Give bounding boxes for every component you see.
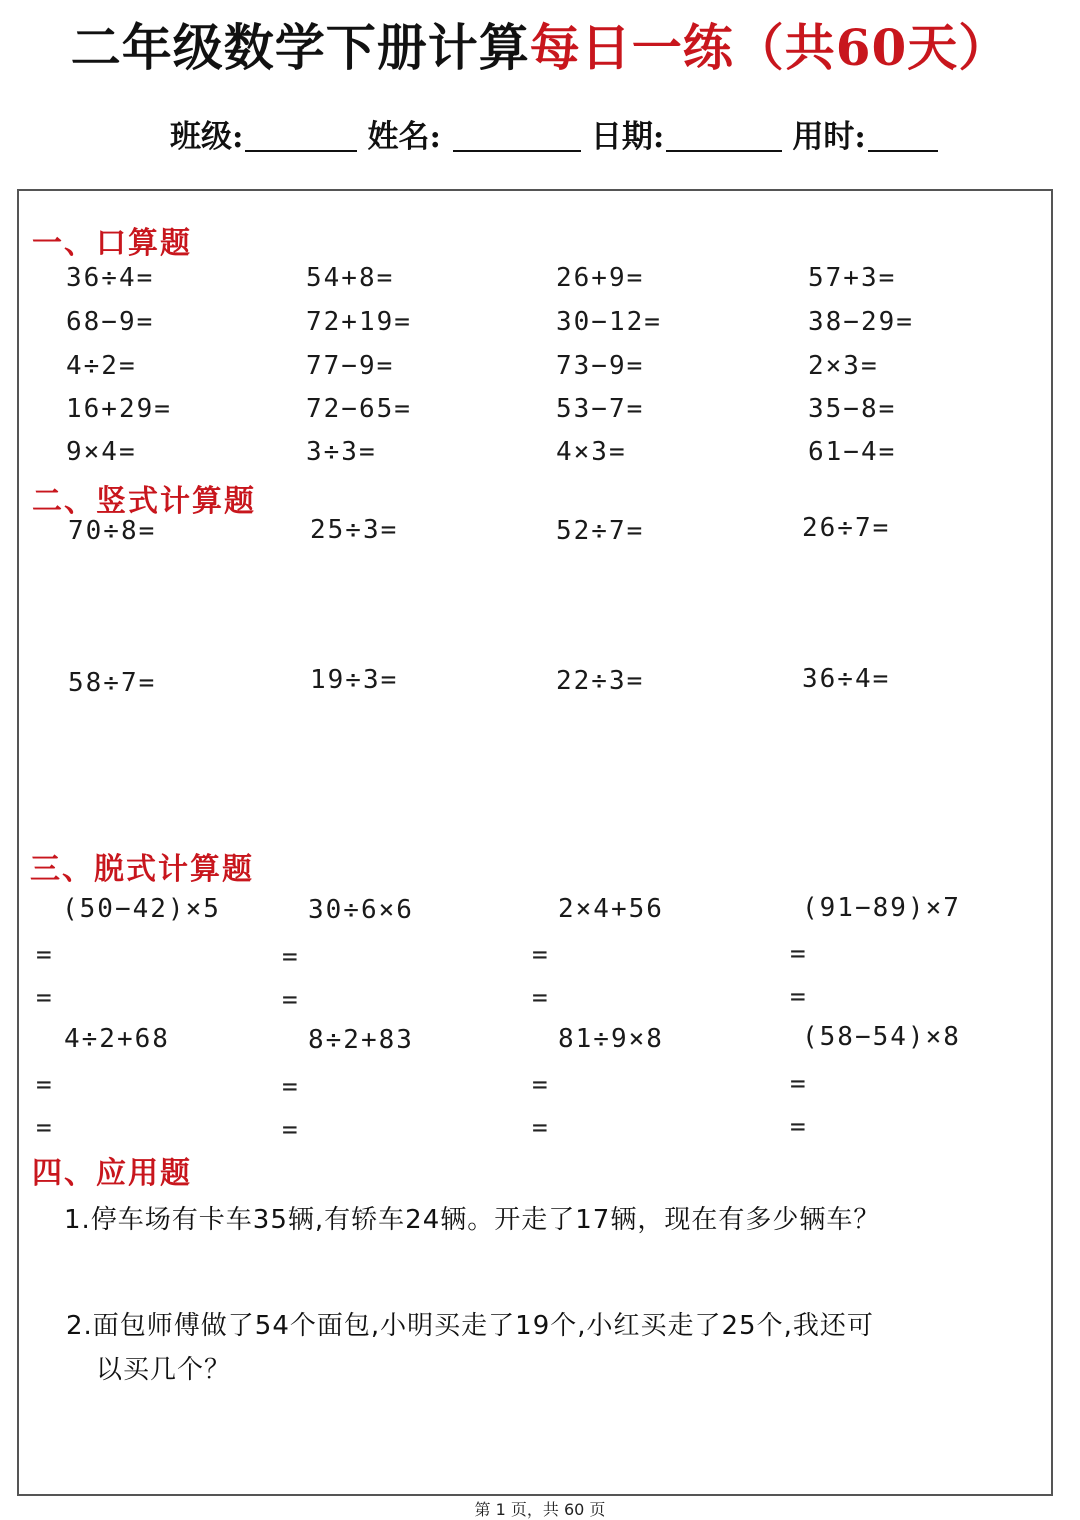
equals-sign: = bbox=[282, 1072, 298, 1102]
equals-sign: = bbox=[532, 940, 548, 970]
oral-question: 2×3= bbox=[808, 351, 879, 381]
oral-question: 4÷2= bbox=[66, 351, 137, 381]
oral-question: 57+3= bbox=[808, 263, 897, 293]
stepwise-question: 81÷9×8 bbox=[558, 1024, 664, 1054]
student-info-row bbox=[170, 108, 948, 156]
stepwise-question: 30÷6×6 bbox=[308, 895, 414, 925]
time-field[interactable] bbox=[868, 116, 938, 152]
word-problem-1: 1.停车场有卡车35辆,有轿车24辆。开走了17辆，现在有多少辆车？ bbox=[64, 1205, 881, 1235]
vertical-question: 36÷4= bbox=[802, 664, 891, 694]
date-label: 日期: bbox=[590, 119, 665, 155]
title-main: 二年级数学下册计算 bbox=[70, 18, 530, 77]
word-problem-2-continued: 以买几个？ bbox=[96, 1355, 232, 1385]
equals-sign: = bbox=[36, 940, 52, 970]
vertical-question: 25÷3= bbox=[310, 515, 399, 545]
stepwise-question: 4÷2+68 bbox=[64, 1024, 170, 1054]
equals-sign: = bbox=[36, 1070, 52, 1100]
equals-sign: = bbox=[532, 1070, 548, 1100]
oral-question: 72+19= bbox=[306, 307, 412, 337]
time-label: 用时: bbox=[792, 119, 866, 155]
class-label: 班级: bbox=[170, 119, 244, 155]
equals-sign: = bbox=[790, 939, 806, 969]
stepwise-question: (58−54)×8 bbox=[802, 1022, 961, 1052]
name-label: 姓名: bbox=[367, 119, 441, 155]
oral-question: 68−9= bbox=[66, 307, 155, 337]
oral-question: 72−65= bbox=[306, 394, 412, 424]
worksheet-frame bbox=[17, 189, 1053, 1496]
section-stepwise-heading: 三、脱式计算题 bbox=[30, 852, 254, 887]
oral-question: 9×4= bbox=[66, 437, 137, 467]
vertical-question: 70÷8= bbox=[68, 516, 157, 546]
class-field[interactable] bbox=[245, 116, 357, 152]
vertical-question: 22÷3= bbox=[556, 666, 645, 696]
equals-sign: = bbox=[282, 942, 298, 972]
equals-sign: = bbox=[532, 983, 548, 1013]
oral-question: 36÷4= bbox=[66, 263, 155, 293]
equals-sign: = bbox=[282, 1115, 298, 1145]
equals-sign: = bbox=[532, 1113, 548, 1143]
page-number-footer: 第 1 页，共 60 页 bbox=[474, 1500, 606, 1519]
section-word-problems-heading: 四、应用题 bbox=[32, 1156, 192, 1191]
equals-sign: = bbox=[282, 985, 298, 1015]
word-problem-2: 2.面包师傅做了54个面包,小明买走了19个,小红买走了25个,我还可 bbox=[66, 1311, 874, 1341]
vertical-question: 58÷7= bbox=[68, 668, 157, 698]
stepwise-question: 8÷2+83 bbox=[308, 1025, 414, 1055]
oral-question: 77−9= bbox=[306, 351, 395, 381]
oral-question: 30−12= bbox=[556, 307, 662, 337]
vertical-question: 26÷7= bbox=[802, 513, 891, 543]
section-vertical-heading: 二、竖式计算题 bbox=[32, 484, 256, 519]
oral-question: 38−29= bbox=[808, 307, 914, 337]
stepwise-question: 2×4+56 bbox=[558, 894, 664, 924]
oral-question: 54+8= bbox=[306, 263, 395, 293]
equals-sign: = bbox=[790, 982, 806, 1012]
equals-sign: = bbox=[790, 1069, 806, 1099]
oral-question: 61−4= bbox=[808, 437, 897, 467]
equals-sign: = bbox=[790, 1112, 806, 1142]
vertical-question: 19÷3= bbox=[310, 665, 399, 695]
name-field[interactable] bbox=[453, 116, 581, 152]
worksheet-title bbox=[0, 8, 1080, 80]
stepwise-question: (91−89)×7 bbox=[802, 893, 961, 923]
oral-question: 53−7= bbox=[556, 394, 645, 424]
oral-question: 4×3= bbox=[556, 437, 627, 467]
oral-question: 26+9= bbox=[556, 263, 645, 293]
oral-question: 3÷3= bbox=[306, 437, 377, 467]
date-field[interactable] bbox=[666, 116, 782, 152]
equals-sign: = bbox=[36, 1113, 52, 1143]
stepwise-question: (50−42)×5 bbox=[62, 894, 221, 924]
oral-question: 35−8= bbox=[808, 394, 897, 424]
oral-question: 16+29= bbox=[66, 394, 172, 424]
equals-sign: = bbox=[36, 983, 52, 1013]
oral-question: 73−9= bbox=[556, 351, 645, 381]
vertical-question: 52÷7= bbox=[556, 516, 645, 546]
section-oral-heading: 一、口算题 bbox=[32, 226, 192, 261]
title-highlight: 每日一练（共60天） bbox=[529, 18, 1010, 77]
